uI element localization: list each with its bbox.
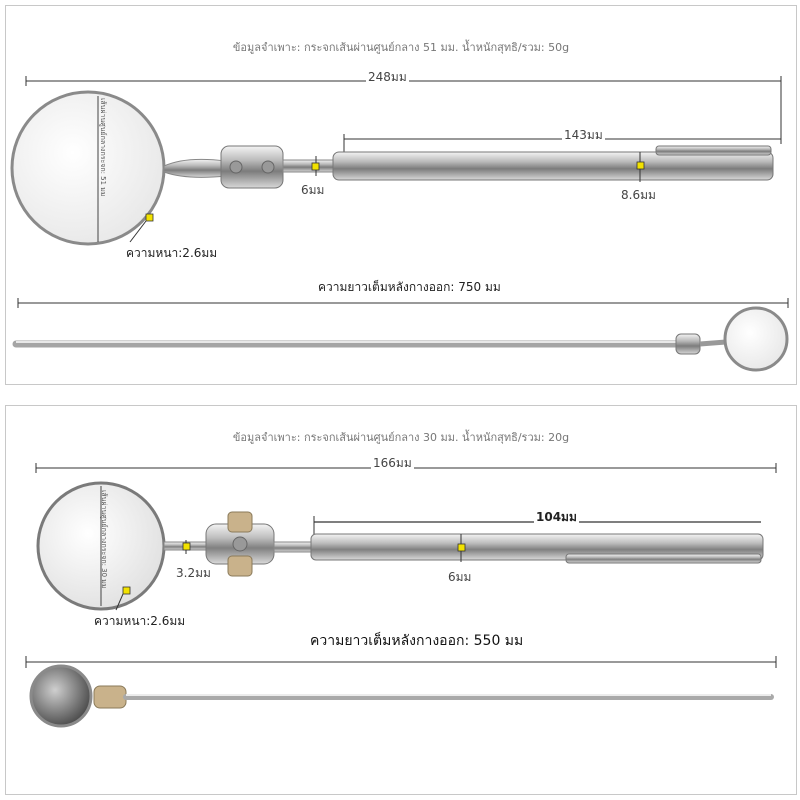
marker-neck [183, 543, 190, 550]
handle-diameter-label: 8.6มม [621, 188, 656, 202]
pen-clip [656, 146, 771, 155]
extended-length-label: ความยาวเต็มหลังกางออก: 750 มม [314, 278, 505, 297]
thickness-label: ความหนา:2.6มม [126, 246, 218, 260]
neck-diameter-label: 6มม [301, 183, 325, 197]
spec-text: ข้อมูลจำเพาะ: กระจกเส้นผ่านศูนย์กลาง 30 มม. น้ำหนักสุทธิ/รวม: 20g [232, 431, 570, 444]
marker-thickness [123, 587, 130, 594]
product-panel-51mm [5, 5, 797, 385]
mirror-diameter-label: เส้นผ่านศูนย์กลางกระจก: 30 มม [100, 490, 108, 589]
marker-neck [312, 163, 319, 170]
thickness-label: ความหนา:2.6มม [94, 614, 186, 628]
marker-handle [458, 544, 465, 551]
handle-length-label: 104มม [534, 508, 579, 527]
spec-text: ข้อมูลจำเพาะ: กระจกเส้นผ่านศูนย์กลาง 51 มม. น้ำหนักสุทธิ/รวม: 50g [232, 41, 570, 54]
handle-51mm [333, 152, 773, 180]
marker-thickness [146, 214, 153, 221]
handle-length-label: 143มม [562, 126, 605, 145]
handle-diameter-label: 6มม [448, 570, 472, 584]
pen-clip [566, 554, 761, 563]
extended-length-label: ความยาวเต็มหลังกางออก: 550 มม [306, 630, 527, 652]
mirror-diameter-label: เส้นผ่านศูนย์กลางกระจก: 51 มม [99, 98, 107, 197]
extended-mirror-30mm [31, 666, 91, 726]
total-length-label: 166มม [371, 454, 414, 473]
neck-diameter-label: 3.2มม [176, 566, 211, 580]
mirror-51mm-illustration [6, 6, 796, 384]
total-length-label: 248มม [366, 68, 409, 87]
extended-mirror-51mm [725, 308, 787, 370]
mirror-51mm [12, 92, 164, 244]
product-panel-30mm [5, 405, 797, 795]
marker-handle [637, 162, 644, 169]
